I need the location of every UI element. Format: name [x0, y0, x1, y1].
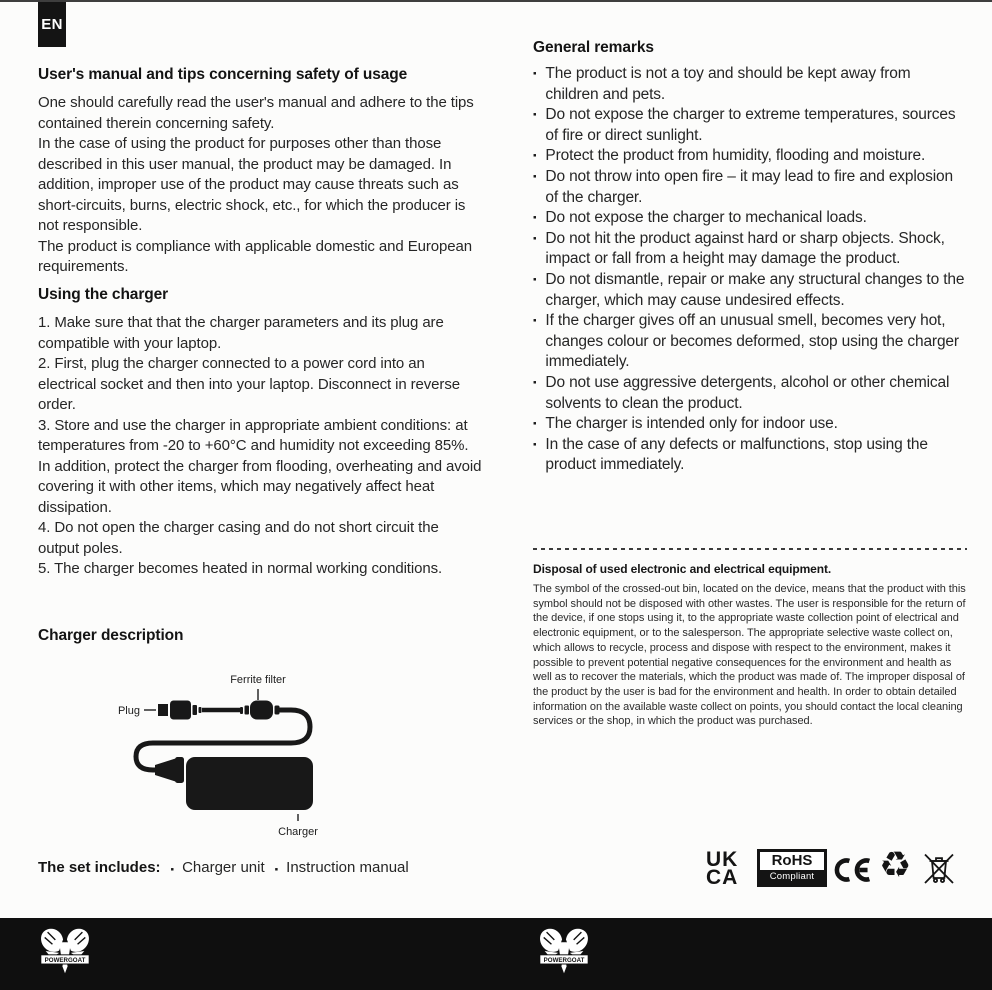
powergoat-logo-icon	[535, 924, 593, 976]
list-item	[533, 373, 967, 414]
ce-mark-icon	[833, 856, 873, 884]
rohs-label: RoHS	[771, 852, 813, 869]
section-title-usage-safety: User's manual and tips concerning safety of usage	[38, 66, 408, 83]
ukca-line2: CA	[706, 866, 739, 889]
list-item	[533, 208, 967, 229]
bullet-marker: ▪	[533, 109, 537, 121]
list-item	[533, 311, 967, 373]
list-item	[533, 167, 967, 208]
bullet-marker: ▪	[533, 171, 537, 183]
disposal-body: The symbol of the crossed-out bin, located on the device, means that the product with this symbol should not be disposed with other wastes. The user is responsible for the return of the device, if one stops using it, to the appropriate waste collection point of electrical and electronic equipment, or to the salesperson. The appropriate selective waste collect on, which allows to recycle, process and dispose with respect to the environment, makes it possible to prevent potential negative consequences for the environment and health as well as to recover the materials, which the product was made of. The improper disposal of the product by the user is bad for the environment and health. In order to obtain detailed information on the available waste collect on points, you should contact the local cleaning services or the shop, in which the product was purchased.	[533, 583, 966, 728]
ukca-mark	[706, 848, 739, 889]
bullet-marker: ▪	[533, 439, 537, 451]
usage-safety-paragraphs	[38, 93, 483, 278]
section-title-using-charger: Using the charger	[38, 286, 169, 303]
bullet-marker: ▪	[533, 233, 537, 245]
list-item-text: Do not use aggressive detergents, alcohol or other chemical solvents to clean the product.	[545, 373, 950, 412]
list-item	[533, 270, 967, 311]
list-item	[533, 105, 967, 146]
ferrite-filter-label: Ferrite filter	[230, 674, 286, 686]
set-includes-line	[38, 859, 483, 877]
rohs-compliant-label: Compliant	[760, 870, 824, 884]
list-item-text: Do not throw into open fire – it may lead to fire and explosion of the charger.	[545, 167, 953, 206]
scan-top-edge	[0, 0, 992, 2]
set-item	[275, 859, 409, 877]
step-item: 4. Do not open the charger casing and do not short circuit the output poles.	[38, 519, 439, 557]
rohs-mark	[757, 849, 827, 887]
step-item: 5. The charger becomes heated in normal working conditions.	[38, 560, 443, 577]
list-item	[533, 414, 967, 435]
plug-label: Plug	[117, 705, 140, 717]
set-item-label: Instruction manual	[286, 859, 409, 876]
disposal-title: Disposal of used electronic and electrical equipment.	[533, 562, 832, 576]
paragraph: In the case of using the product for purposes other than those described in this user manual, the product may be damaged. In addition, improper use of the product may cause threats such as short-circuits, burns, electric shock, etc., for which the producer is not responsible.	[38, 135, 466, 234]
dashed-divider	[533, 548, 967, 550]
bullet-marker: ▪	[533, 150, 537, 162]
bullet-marker: ▪	[533, 418, 537, 430]
charger-diagram	[55, 667, 435, 845]
crossed-out-bin-icon	[922, 849, 956, 889]
bullet-marker: ▪	[533, 315, 537, 327]
list-item	[533, 64, 967, 105]
list-item	[533, 435, 967, 476]
bullet-marker: ▪	[274, 864, 279, 876]
list-item-text: The product is not a toy and should be kept away from children and pets.	[545, 65, 911, 103]
list-item-text: If the charger gives off an unusual smell, becomes very hot, changes colour or becomes deformed, stop using the charger immediately.	[545, 312, 959, 371]
list-item	[533, 146, 967, 167]
language-badge	[38, 2, 66, 47]
list-item-text: In the case of any defects or malfunctions, stop using the product immediately.	[545, 435, 928, 474]
step-item: 3. Store and use the charger in appropriate ambient conditions: at temperatures from -20 to +60°C and humidity not exceeding 85%. In addition, protect the charger from flooding, overheating and avoid covering it with other items, which may negatively affect heat dissipation.	[38, 416, 482, 516]
list-item-text: The charger is intended only for indoor use.	[545, 415, 838, 433]
general-remarks-list	[533, 64, 967, 476]
set-item	[171, 859, 265, 877]
list-item-text: Do not dismantle, repair or make any structural changes to the charger, which may cause undesired effects.	[545, 270, 965, 309]
bullet-marker: ▪	[533, 212, 537, 224]
bullet-marker: ▪	[533, 68, 537, 80]
bullet-marker: ▪	[533, 274, 537, 286]
list-item-text: Do not expose the charger to extreme temperatures, sources of fire or direct sunlight.	[545, 106, 956, 144]
powergoat-logo-icon	[36, 924, 94, 976]
list-item-text: Protect the product from humidity, flooding and moisture.	[545, 147, 926, 165]
charger-brick-graphic	[155, 757, 313, 810]
language-badge-label: EN	[41, 16, 63, 33]
list-item-text: Do not hit the product against hard or sharp objects. Shock, impact or fall from a height may damage the product.	[545, 229, 945, 268]
set-includes-label: The set includes:	[38, 859, 161, 876]
ukca-line1: UK	[706, 848, 739, 871]
section-title-charger-description: Charger description	[38, 627, 184, 644]
powergoat-wordmark: POWERGOAT	[543, 956, 585, 964]
step-item: 1. Make sure that that the charger parameters and its plug are compatible with your laptop.	[38, 314, 444, 352]
bullet-marker: ▪	[533, 377, 537, 389]
step-item: 2. First, plug the charger connected to a power cord into an electrical socket and then into your laptop. Disconnect in reverse order.	[38, 355, 460, 413]
charger-label: Charger	[278, 826, 318, 838]
powergoat-wordmark: POWERGOAT	[44, 956, 86, 964]
section-title-general-remarks: General remarks	[533, 39, 654, 56]
bullet-marker: ▪	[170, 864, 175, 876]
using-charger-steps	[38, 313, 483, 580]
paragraph: The product is compliance with applicable domestic and European requirements.	[38, 237, 472, 275]
recycling-symbol-icon: ♻	[879, 845, 912, 886]
list-item	[533, 229, 967, 270]
set-item-label: Charger unit	[182, 859, 265, 876]
list-item-text: Do not expose the charger to mechanical loads.	[545, 209, 867, 227]
paragraph: One should carefully read the user's manual and adhere to the tips contained therein concerning safety.	[38, 94, 474, 132]
footer-bar	[0, 918, 992, 990]
